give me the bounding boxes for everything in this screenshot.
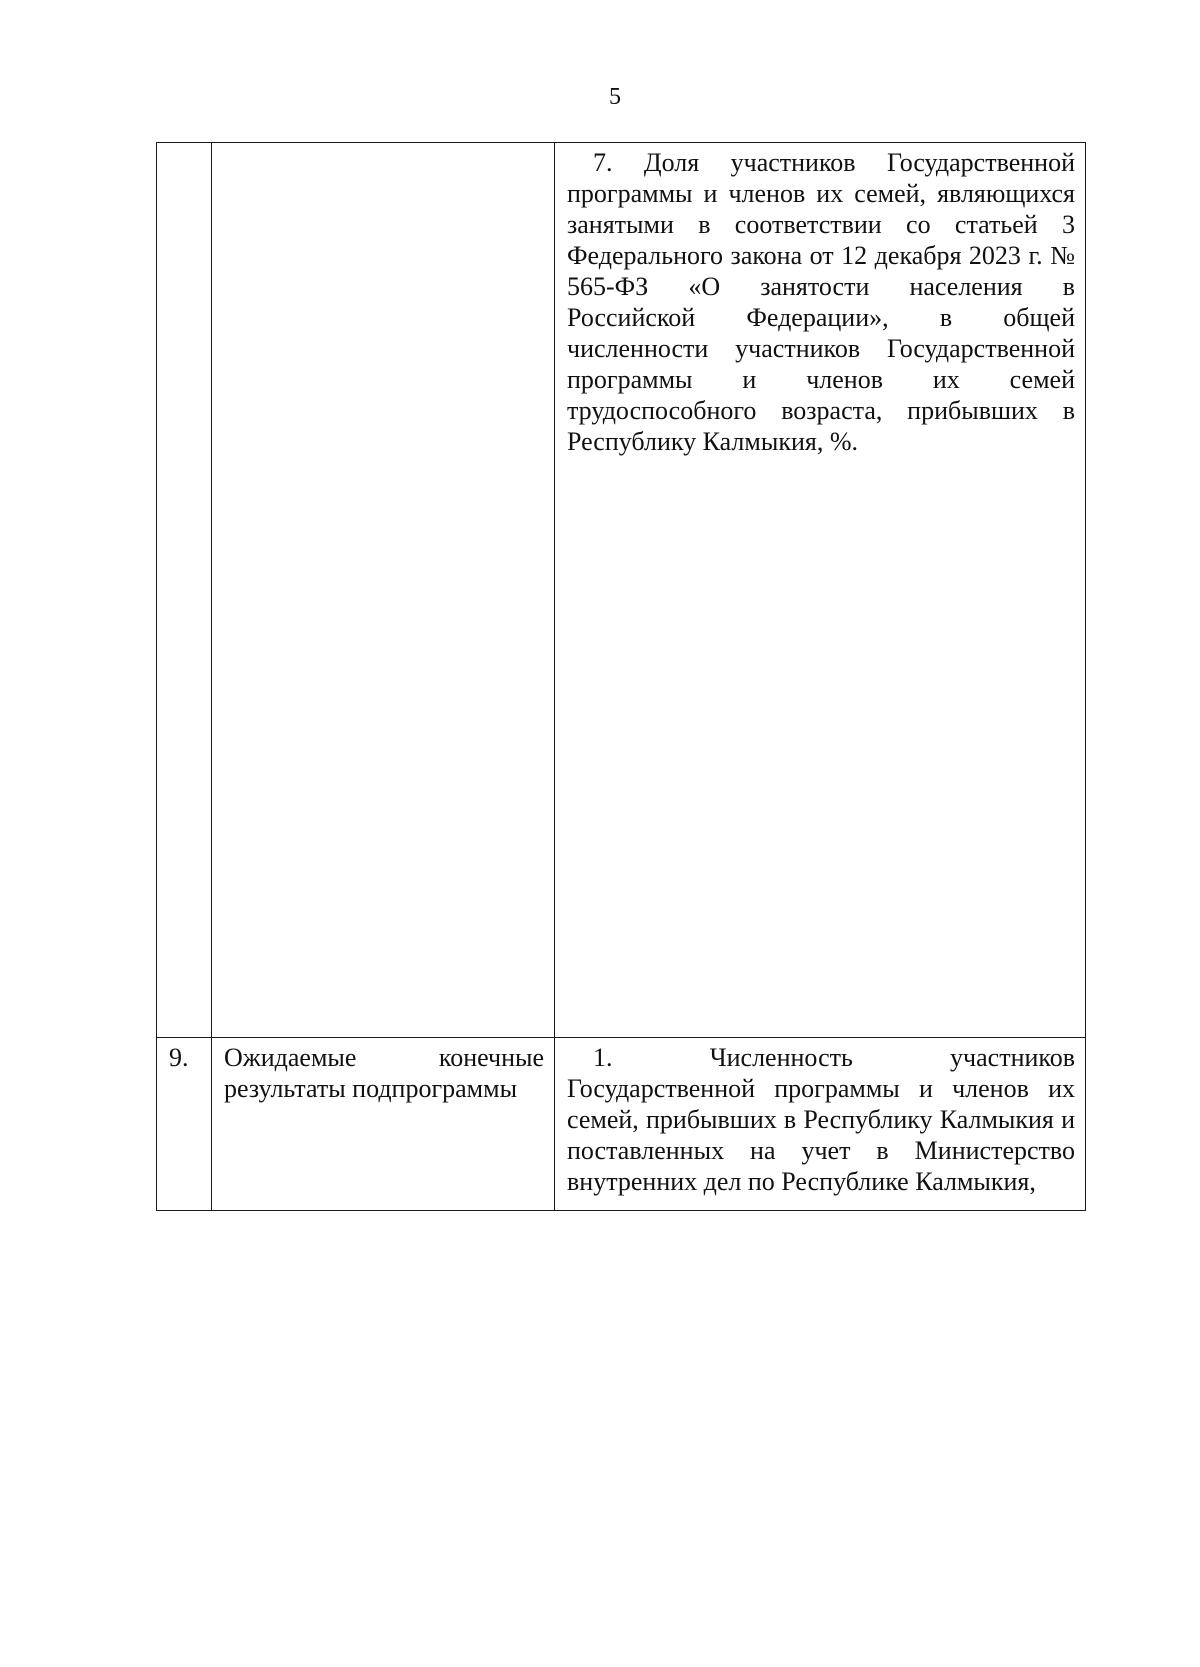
row-number-cell: [157, 143, 212, 1038]
expected-result-1-text: 1. Численность участников Государственной программы и членов их семей, прибывших в Республику Калмыкия и поставленных на учет в Министерство внутренних дел по Республике Калмыкия,: [555, 1038, 1086, 1211]
table-row-expected-results: [157, 1038, 1086, 1211]
passport-table: [156, 142, 1086, 1211]
indicator-7-text: 7. Доля участников Государственной программы и членов их семей, являющихся занятыми в соответствии со статьей 3 Федерального закона от 12 декабря 2023 г. № 565-ФЗ «О занятости населения в Российской Федерации», в общей численности участников Государственной программы и членов их семей трудоспособного возраста, прибывших в Республику Калмыкия, %.: [555, 143, 1086, 1038]
row-number-cell: 9.: [157, 1038, 212, 1211]
page-number: 5: [609, 84, 621, 110]
row-name-cell: [212, 143, 555, 1038]
row-name-cell: Ожидаемые конечные результаты подпрограммы: [212, 1038, 555, 1211]
table-row-continued: [157, 143, 1086, 1038]
